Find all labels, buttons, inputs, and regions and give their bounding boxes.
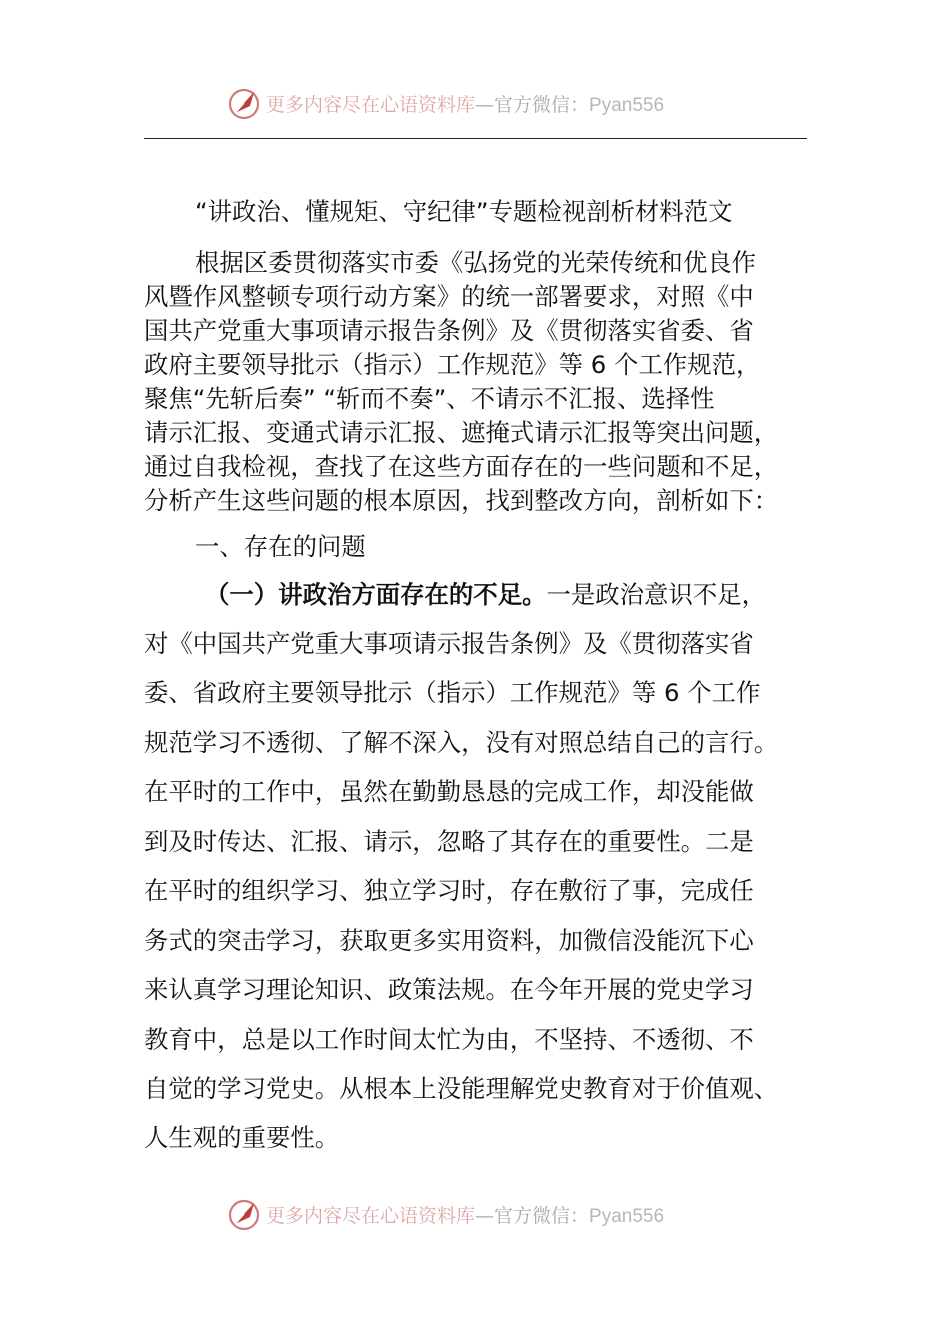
document-title: “讲政治、懂规矩、守纪律”专题检视剖析材料范文	[195, 197, 733, 226]
text-line: 务式的突击学习，获取更多实用资料，加微信没能沉下心	[144, 926, 754, 955]
text-line	[205, 575, 766, 615]
text-line: 根据区委贯彻落实市委《弘扬党的光荣传统和优良作	[195, 248, 756, 277]
text-line: 对《中国共产党重大事项请示报告条例》及《贯彻落实省	[144, 629, 754, 658]
text-line: 风暨作风整顿专项行动方案》的统一部署要求，对照《中	[144, 282, 754, 311]
watermark-text: 更多内容尽在心语资料库—官方微信：Pyan556	[266, 94, 665, 116]
header-rule	[144, 138, 807, 139]
text-line: 在平时的工作中，虽然在勤勤恳恳的完成工作，却没能做	[144, 777, 754, 806]
text-line: 通过自我检视，查找了在这些方面存在的一些问题和不足，	[144, 452, 779, 481]
text-line: 人生观的重要性。	[144, 1123, 340, 1152]
text-line: 来认真学习理论知识、政策法规。在今年开展的党史学习	[144, 975, 754, 1004]
text-line: 分析产生这些问题的根本原因，找到整改方向，剖析如下：	[144, 486, 779, 515]
quill-logo-icon	[226, 86, 262, 122]
text-span: 一是政治意识不足，	[546, 580, 767, 609]
subsection-heading: （一）讲政治方面存在的不足。	[205, 580, 547, 609]
header-watermark	[0, 84, 950, 124]
watermark-text: 更多内容尽在心语资料库—官方微信：Pyan556	[266, 1205, 665, 1227]
text-line: 政府主要领导批示（指示）工作规范》等 6 个工作规范，	[144, 350, 761, 379]
text-line: 在平时的组织学习、独立学习时，存在敷衍了事，完成任	[144, 876, 754, 905]
quill-logo-icon	[226, 1197, 262, 1233]
text-line: 委、省政府主要领导批示（指示）工作规范》等 6 个工作	[144, 678, 761, 707]
text-line: 请示汇报、变通式请示汇报、遮掩式请示汇报等突出问题，	[144, 418, 779, 447]
text-line: 教育中，总是以工作时间太忙为由，不坚持、不透彻、不	[144, 1025, 754, 1054]
text-line: 自觉的学习党史。从根本上没能理解党史教育对于价值观、	[144, 1074, 779, 1103]
section-heading: 一、存在的问题	[195, 532, 366, 561]
text-line: 国共产党重大事项请示报告条例》及《贯彻落实省委、省	[144, 316, 754, 345]
text-line: 规范学习不透彻、了解不深入，没有对照总结自己的言行。	[144, 728, 779, 757]
footer-watermark	[0, 1195, 950, 1235]
text-line: 到及时传达、汇报、请示，忽略了其存在的重要性。二是	[144, 827, 754, 856]
text-line: 聚焦“先斩后奏” “斩而不奏”、不请示不汇报、选择性	[144, 384, 715, 413]
